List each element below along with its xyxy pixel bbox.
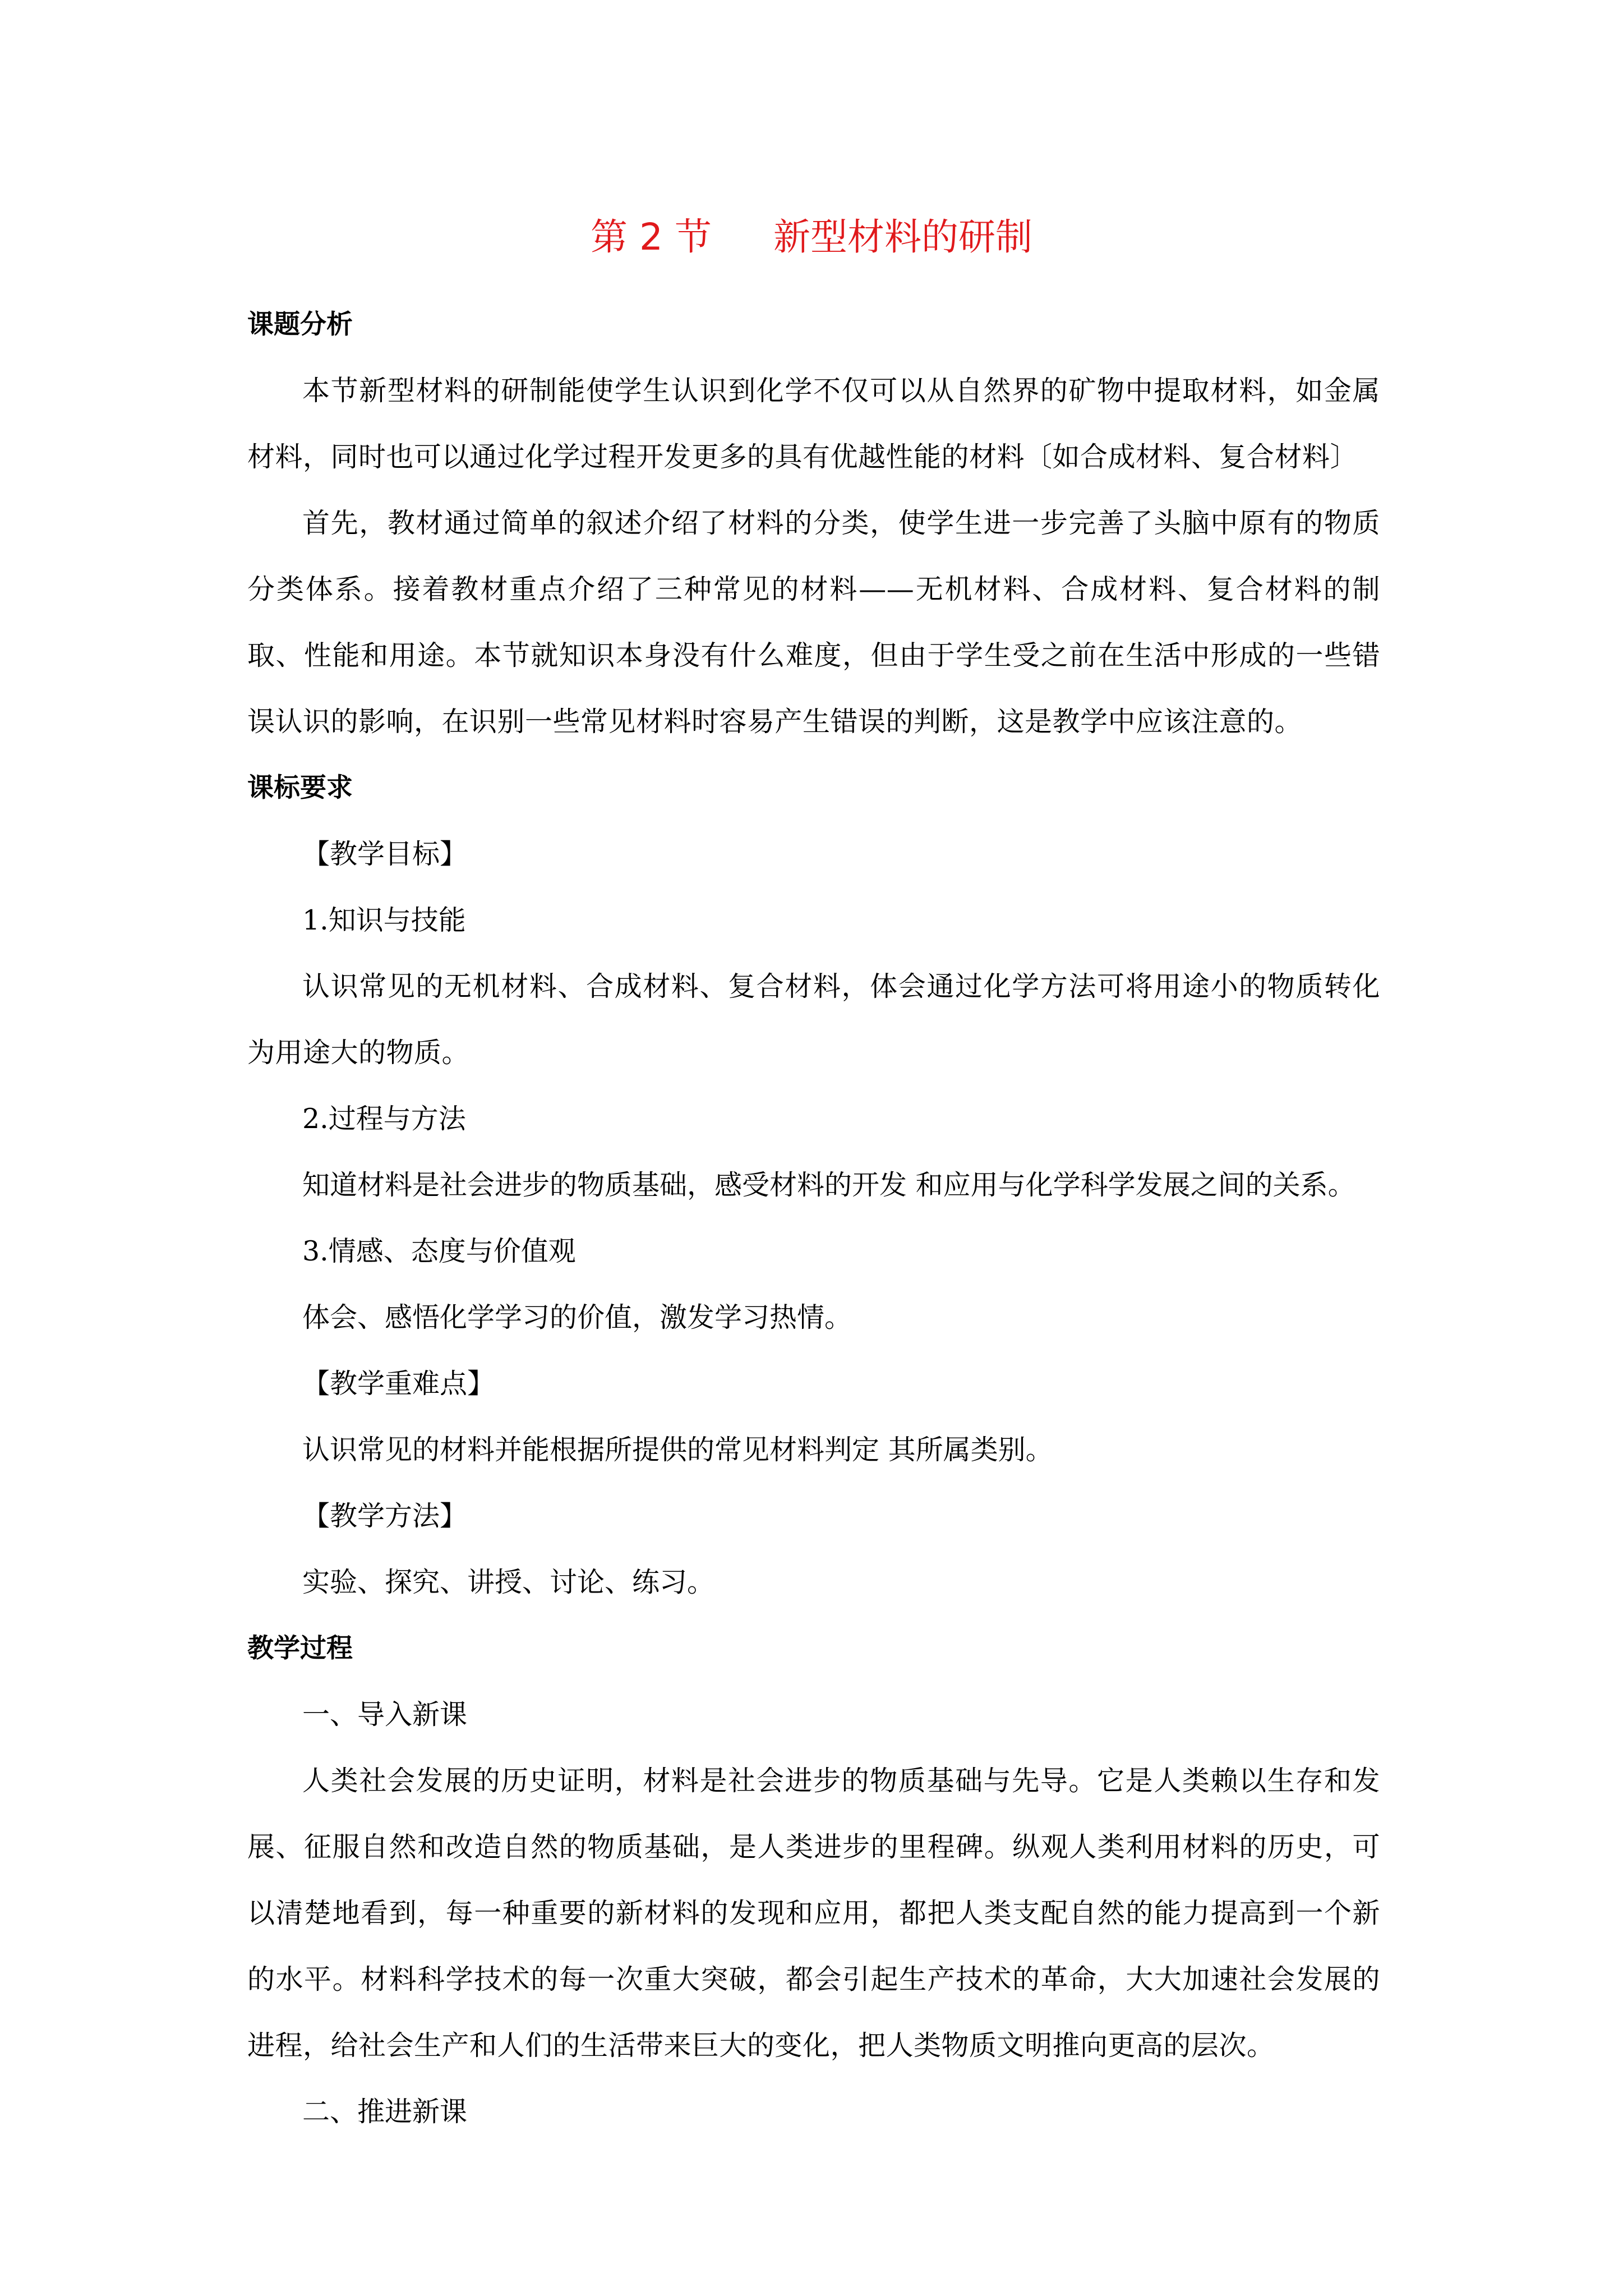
step-1-label: 一、导入新课 — [302, 1699, 468, 1731]
teaching-goals-label: 【教学目标】 — [302, 838, 468, 870]
step-2-label: 二、推进新课 — [302, 2096, 468, 2128]
step-1-text: 人类社会发展的历史证明，材料是社会进步的物质基础与先导。它是人类赖以生存和发展、征服自然和改造自然的物质基础，是人类进步的里程碑。纵观人类利用材料的历史，可以清楚地看到，每一种重要的新材料的发现和应用，都把人类支配自然的能力提高到一个新的水平。材料科学技术的每一次重大突破，都会引起生产技术的革命，大大加速社会发展的进程，给社会生产和人们的生活带来巨大的变化，把人类物质文明推向更高的层次。 — [247, 1765, 1380, 2062]
page-title — [0, 212, 1623, 263]
key-points-label: 【教学重难点】 — [302, 1368, 495, 1400]
goal-1-label: 1.知识与技能 — [302, 904, 466, 936]
key-points-text: 认识常见的材料并能根据所提供的常见材料判定 其所属类别。 — [302, 1434, 1053, 1466]
goal-2-label: 2.过程与方法 — [302, 1103, 466, 1135]
teaching-methods-label: 【教学方法】 — [302, 1500, 468, 1532]
analysis-paragraph-2: 首先，教材通过简单的叙述介绍了材料的分类，使学生进一步完善了头脑中原有的物质分类体系。接着教材重点介绍了三种常见的材料——无机材料、合成材料、复合材料的制取、性能和用途。本节就知识本身没有什么难度，但由于学生受之前在生活中形成的一些错误认识的影响，在识别一些常见材料时容易产生错误的判断，这是教学中应该注意的。 — [247, 507, 1380, 738]
goal-3-label: 3.情感、态度与价值观 — [302, 1235, 576, 1267]
goal-2-text: 知道材料是社会进步的物质基础，感受材料的开发 和应用与化学科学发展之间的关系。 — [302, 1169, 1355, 1201]
analysis-paragraph-1: 本节新型材料的研制能使学生认识到化学不仅可以从自然界的矿物中提取材料，如金属材料，同时也可以通过化学过程开发更多的具有优越性能的材料〔如合成材料、复合材料〕 — [247, 375, 1380, 473]
document-body — [247, 292, 1380, 2145]
title-text: 新型材料的研制 — [773, 215, 1032, 259]
heading-process: 教学过程 — [247, 1633, 353, 1664]
heading-standards: 课标要求 — [247, 772, 353, 803]
goal-1-text: 认识常见的无机材料、合成材料、复合材料，体会通过化学方法可将用途小的物质转化为用途大的物质。 — [247, 970, 1380, 1069]
heading-analysis: 课题分析 — [247, 309, 353, 340]
title-section-number: 第 2 节 — [591, 215, 712, 259]
goal-3-text: 体会、感悟化学学习的价值，激发学习热情。 — [302, 1301, 852, 1333]
teaching-methods-text: 实验、探究、讲授、讨论、练习。 — [302, 1566, 715, 1598]
